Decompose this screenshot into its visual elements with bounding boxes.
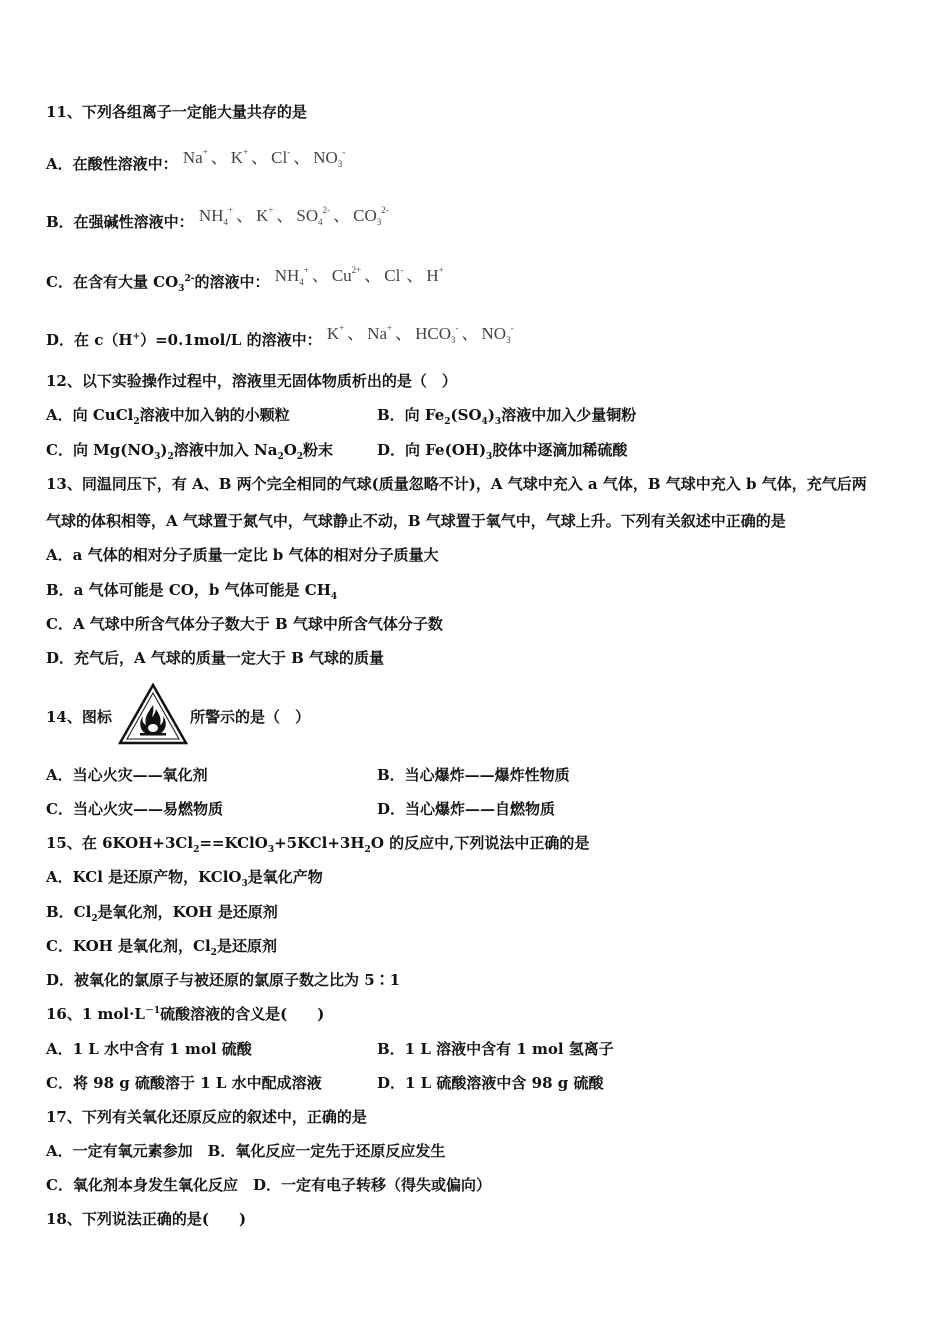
q11-option-a: A．在酸性溶液中： Na+ 、 K+ 、 Cl- 、 $NO_3^-$ [46, 147, 346, 173]
q15-option-c: C．KOH 是氧化剂，$Cl_2$是还原剂 [46, 937, 277, 958]
q13-stem-line2: 气球的体积相等，A 气球置于氮气中，气球静止不动，B 气球置于氧气中，气球上升。下列有关叙述中正确的是 [46, 512, 786, 530]
q16-option-d: D．1 L 硫酸溶液中含 98 g 硫酸 [377, 1074, 604, 1092]
q11-option-d: D．在 c（H+）=0.1mol/L 的溶液中： K+ 、 Na+ 、 $HCO_3^-$ 、 $NO_3^-$ [46, 323, 514, 349]
q16-option-a: A．1 L 水中含有 1 mol 硫酸 [46, 1040, 252, 1058]
q13-stem-line1: 13、同温同压下，有 A、B 两个完全相同的气球(质量忽略不计)，A 气球中充入 a 气体，B 气球中充入 b 气体，充气后两 [46, 475, 867, 493]
q12-stem: 12、以下实验操作过程中，溶液里无固体物质析出的是（ ） [46, 372, 457, 390]
q17-options-cd: C．氧化剂本身发生氧化反应 D．一定有电子转移（得失或偏向） [46, 1176, 491, 1194]
q12-row1 [46, 405, 290, 425]
q16-option-c: C．将 98 g 硫酸溶于 1 L 水中配成溶液 [46, 1074, 322, 1092]
flammable-warning-icon [118, 683, 188, 745]
q14-option-c: C．当心火灾——易燃物质 [46, 800, 223, 818]
q13-option-d: D．充气后，A 气球的质量一定大于 B 气球的质量 [46, 649, 384, 667]
q18-stem: 18、下列说法正确的是( ) [46, 1210, 247, 1228]
q14-option-a: A．当心火灾——氧化剂 [46, 766, 208, 784]
q11-stem: 11、下列各组离子一定能大量共存的是 [46, 103, 307, 121]
q15-stem: 15、在 $6KOH+3Cl_2==KClO_3+5KCl+3H_2O$ 的反应中,下列说法中正确的是 [46, 834, 590, 855]
q16-option-b: B．1 L 溶液中含有 1 mol 氢离子 [377, 1040, 614, 1058]
q13-option-b: B．a 气体可能是 CO，b 气体可能是 $CH_4$ [46, 581, 338, 602]
q11-option-b: B．在强碱性溶液中： $NH_4^+$ 、 K+ 、 $SO_4^{2-}$ 、 $CO_3^{2-}$ [46, 205, 389, 231]
q14-stem-pre: 14、图标 [46, 708, 112, 726]
q14-stem-post: 所警示的是（ ） [190, 708, 311, 726]
q12-option-a: A．向 CuCl$_2$溶液中加入钠的小颗粒 [46, 406, 290, 427]
q17-stem: 17、下列有关氧化还原反应的叙述中，正确的是 [46, 1108, 367, 1126]
q13-option-a: A．a 气体的相对分子质量一定比 b 气体的相对分子质量大 [46, 546, 439, 564]
q14-option-d: D．当心爆炸——自燃物质 [377, 800, 556, 818]
q13-option-c: C．A 气球中所含气体分子数大于 B 气球中所含气体分子数 [46, 615, 443, 633]
q16-stem: 16、1 $mol\cdot L^{-1}$硫酸溶液的含义是( ) [46, 1005, 325, 1023]
q14-option-b: B．当心爆炸——爆炸性物质 [377, 766, 570, 784]
q15-option-d: D．被氧化的氯原子与被还原的氯原子数之比为 5∶1 [46, 971, 401, 989]
q12-option-b: B．向 $Fe_2(SO_4)_3$溶液中加入少量铜粉 [377, 406, 637, 427]
q12-option-d: D．向 $Fe(OH)_3$胶体中逐滴加稀硫酸 [377, 441, 628, 462]
q12-option-c: C．向 $Mg(NO_3)_2$溶液中加入 $Na_2O_2$粉末 [46, 441, 334, 462]
q17-options-ab: A．一定有氧元素参加 B．氧化反应一定先于还原反应发生 [46, 1142, 446, 1160]
q11-option-c: C．在含有大量 $CO_3^{2-}$的溶液中： $NH_4^+$ 、 $Cu^{2+}$ 、 Cl- 、 H+ [46, 265, 444, 294]
q15-option-b: B．$Cl_2$是氧化剂，KOH 是还原剂 [46, 903, 278, 924]
q15-option-a: A．KCl 是还原产物，KClO$_3$是氧化产物 [46, 868, 323, 889]
